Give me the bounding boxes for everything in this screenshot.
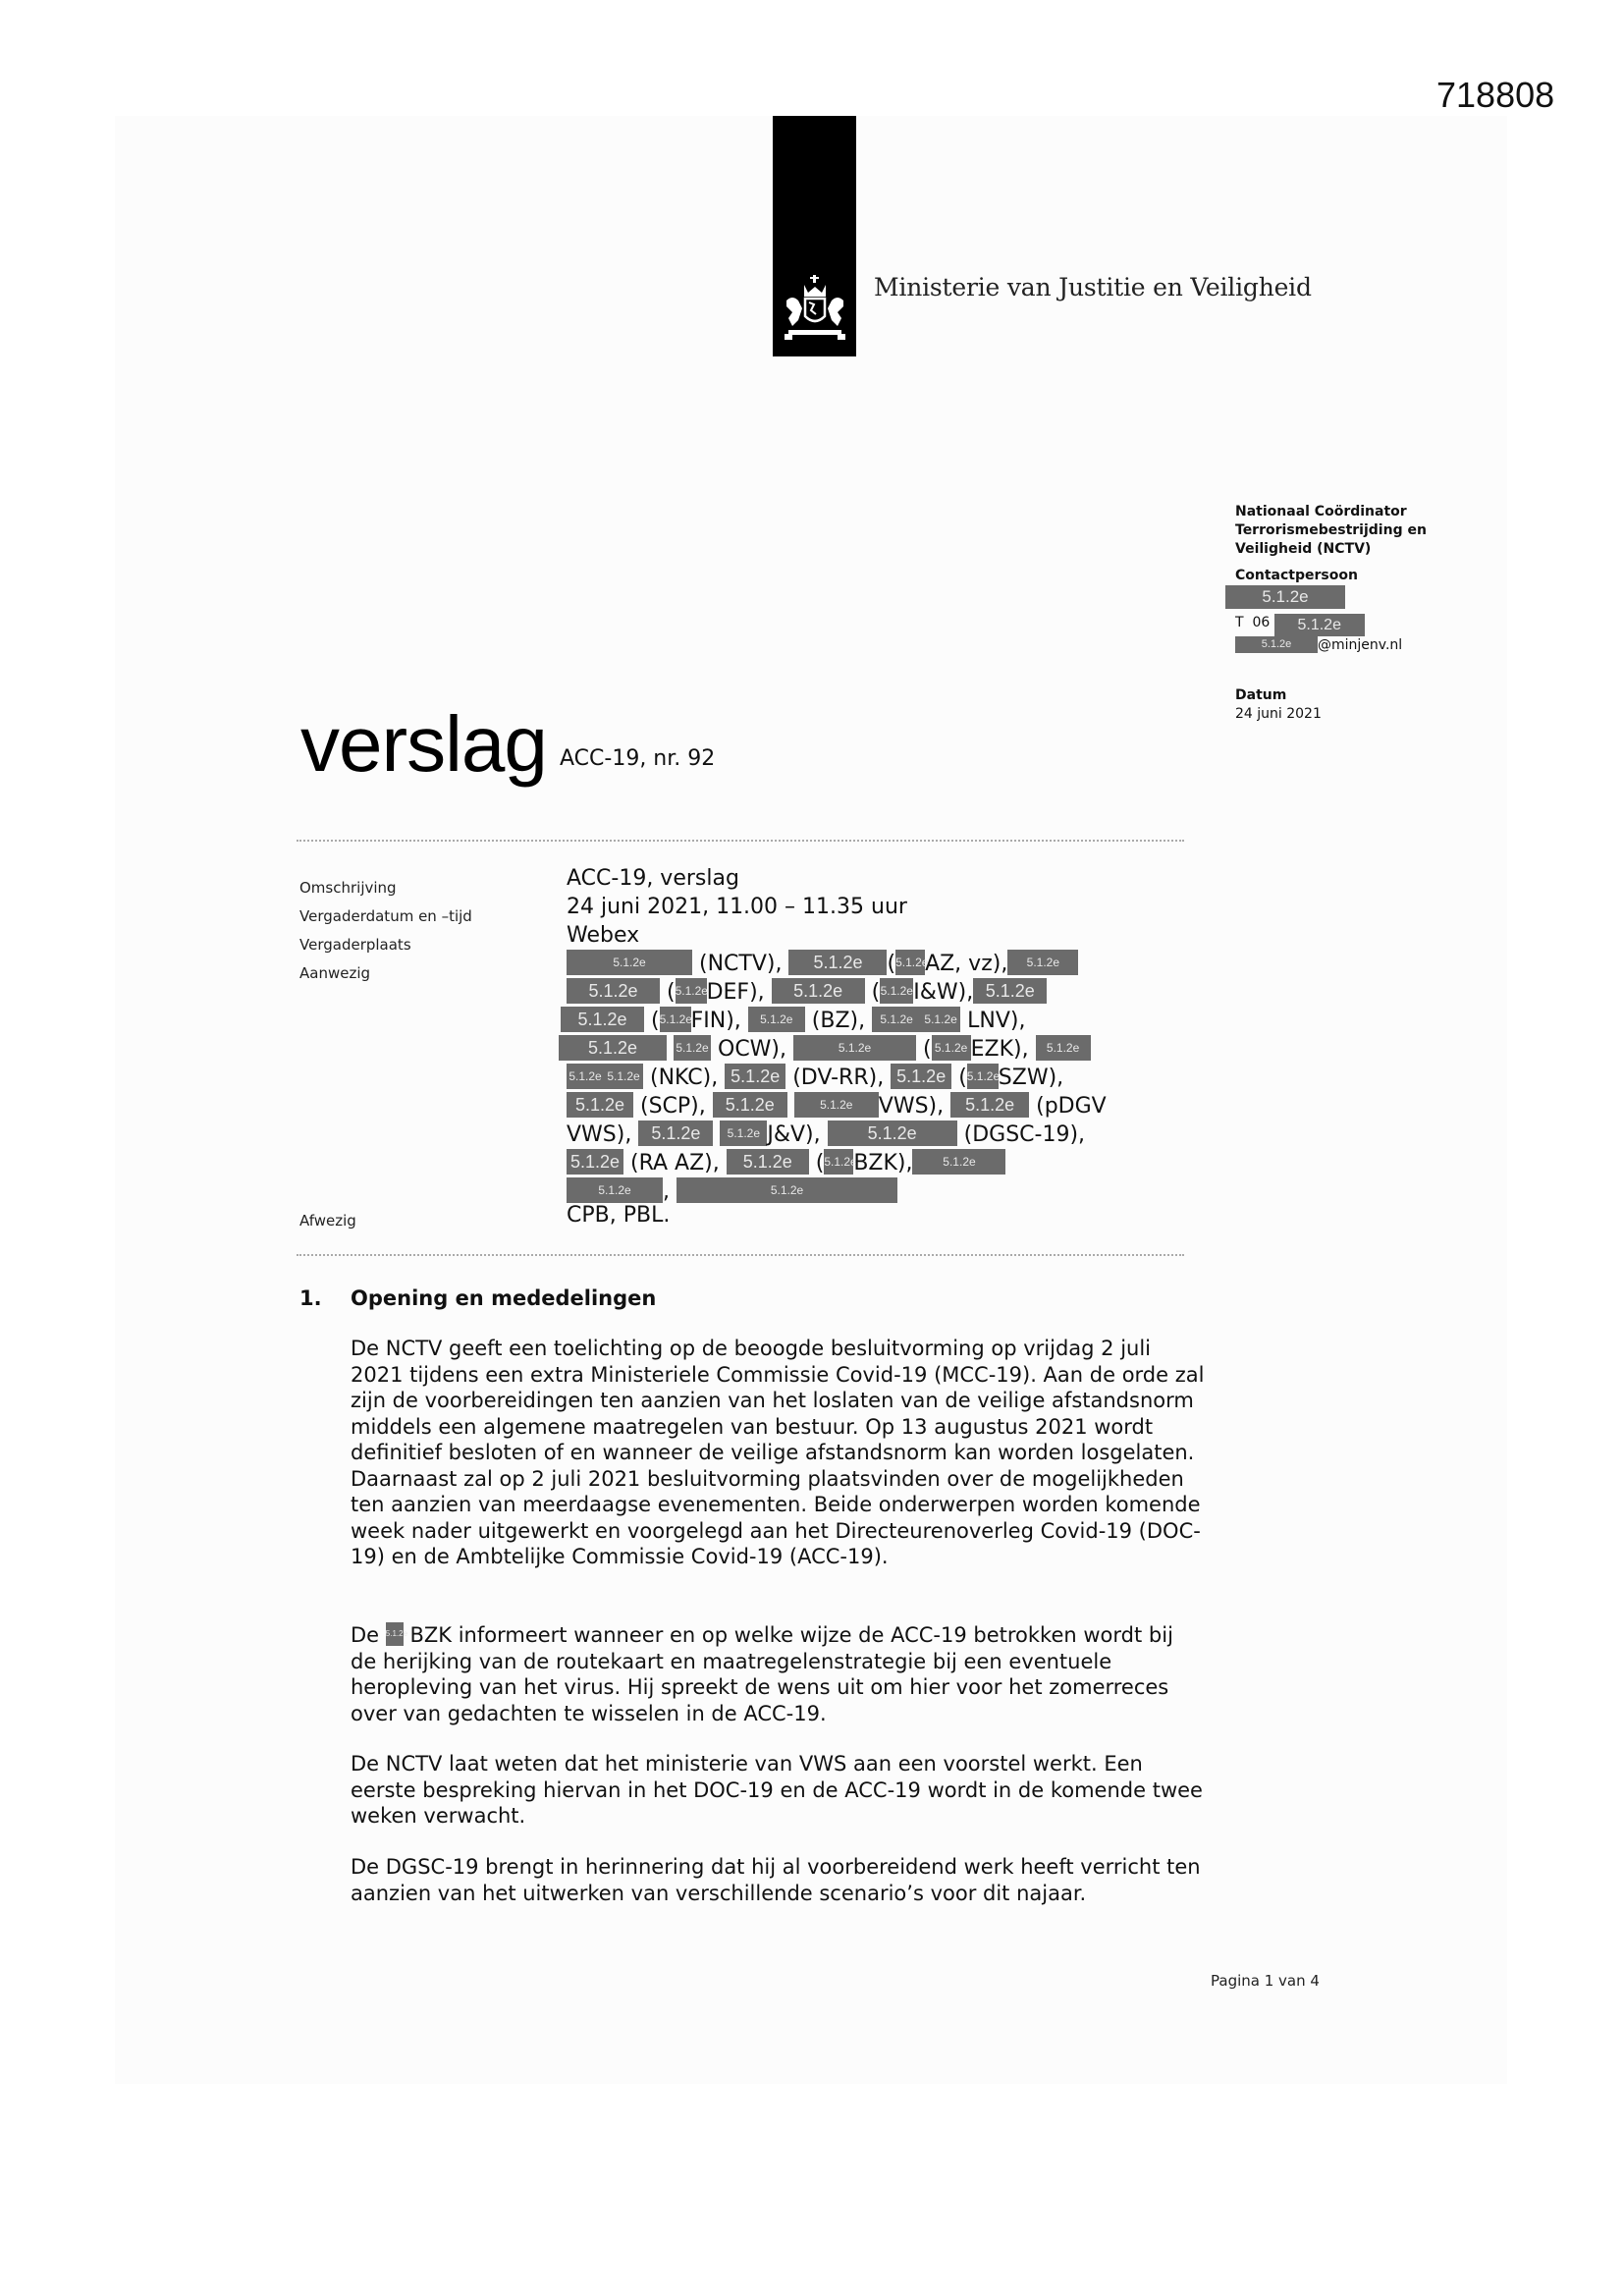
ministry-name: Ministerie van Justitie en Veiligheid bbox=[874, 273, 1312, 301]
paren: ( bbox=[651, 1009, 660, 1033]
attendee-org: EZK), bbox=[970, 1037, 1029, 1062]
attendee-org: J&V), bbox=[767, 1122, 821, 1147]
attendee-org: BZK), bbox=[853, 1151, 913, 1175]
label-datum-tijd: Vergaderdatum en –tijd bbox=[299, 907, 472, 925]
document-title: verslag bbox=[300, 700, 547, 788]
organisation-line: Nationaal Coördinator bbox=[1235, 504, 1407, 519]
redaction-box: 5.1.2e bbox=[772, 978, 865, 1004]
attendee-org: OCW), bbox=[718, 1037, 787, 1062]
paragraph-text: De NCTV laat weten dat het ministerie van VWS aan een voorstel werkt. Een eerste bespreking hiervan in het DOC-19 en de ACC-19 wordt in de komende twee weken verwacht. bbox=[351, 1752, 1203, 1828]
attendee-org: (RA AZ), bbox=[630, 1151, 720, 1175]
redacted-phone: 5.1.2e bbox=[1274, 614, 1365, 636]
date-value: 24 juni 2021 bbox=[1235, 706, 1322, 722]
attendee-org: I&W), bbox=[913, 980, 974, 1005]
attendee-org: VWS), bbox=[567, 1122, 632, 1147]
value-datum-tijd: 24 juni 2021, 11.00 – 11.35 uur bbox=[567, 895, 907, 919]
redaction-box: 5.1.2e bbox=[1007, 950, 1078, 975]
coat-of-arms-icon bbox=[779, 273, 851, 346]
document-number: 718808 bbox=[1436, 75, 1555, 115]
redaction-box: 5.1.2e bbox=[567, 1092, 633, 1118]
meta-labels bbox=[299, 874, 472, 988]
contact-label: Contactpersoon bbox=[1235, 568, 1358, 583]
redaction-box: 5.1.2e bbox=[932, 1035, 971, 1061]
separator-bottom bbox=[297, 1254, 1184, 1256]
redaction-box: 5.1.2e bbox=[660, 1007, 691, 1032]
redaction-box: 5.1.2e bbox=[725, 1064, 785, 1089]
redaction-box: 5.1.2e bbox=[567, 978, 660, 1004]
redaction-box: 5.1.2e bbox=[727, 1149, 809, 1175]
separator-top bbox=[297, 840, 1184, 842]
paragraph-prefix: De bbox=[351, 1623, 380, 1647]
date-label: Datum bbox=[1235, 687, 1287, 703]
redaction-box: 5.1.2e bbox=[561, 1007, 644, 1032]
section-number: 1. bbox=[299, 1286, 322, 1310]
attendee-org: LNV), bbox=[967, 1009, 1026, 1033]
organisation-line: Terrorismebestrijding en bbox=[1235, 522, 1427, 538]
label-plaats: Vergaderplaats bbox=[299, 936, 411, 954]
paren: ( bbox=[667, 980, 676, 1005]
redaction-box: 5.1.2e bbox=[713, 1092, 787, 1118]
value-plaats: Webex bbox=[567, 923, 640, 948]
redaction-box: 5.1.2e bbox=[895, 950, 925, 975]
attendee-org: (SCP), bbox=[640, 1094, 706, 1119]
redaction-box: 5.1.2e bbox=[386, 1622, 404, 1646]
section-heading bbox=[299, 1286, 656, 1310]
label-omschrijving: Omschrijving bbox=[299, 879, 397, 897]
attendee-org: FIN), bbox=[690, 1009, 741, 1033]
redaction-box: 5.1.2e bbox=[921, 1007, 960, 1032]
paren: ( bbox=[815, 1151, 825, 1175]
redaction-box: 5.1.2e bbox=[793, 1035, 916, 1061]
redaction-box: 5.1.2e bbox=[567, 1149, 623, 1175]
redaction-box: 5.1.2e bbox=[973, 978, 1047, 1004]
redaction-box: 5.1.2e bbox=[748, 1007, 805, 1032]
paren: ( bbox=[887, 952, 896, 976]
comma: , bbox=[663, 1179, 670, 1204]
paragraph-text: De NCTV geeft een toelichting op de beoogde besluitvorming op vrijdag 2 juli 2021 tijdens een extra Ministeriele Commissie Covid-19 (MCC-19). Aan de orde zal zijn de voorbereidingen ten aanzien van het loslaten van de veilige afstandsnorm middels een algemene maatregelen van bestuur. Op 13 augustus 2021 wordt definitief besloten of en wanneer de veilige afstandsnorm kan worden losgelaten. Daarnaast zal op 2 juli 2021 besluitvorming plaatsvinden over de mogelijkheden ten aanzien van meerdaagse evenementen. Beide onderwerpen worden komende week nader uitgewerkt en voorgelegd aan het Directeurenoverleg Covid-19 (DOC-19) en de Ambtelijke Commissie Covid-19 (ACC-19). bbox=[351, 1337, 1205, 1568]
redaction-box: 5.1.2e bbox=[891, 1064, 951, 1089]
value-afwezig: CPB, PBL. bbox=[567, 1203, 671, 1228]
redacted-contact-name: 5.1.2e bbox=[1225, 585, 1345, 609]
paragraph-text: De DGSC-19 brengt in herinnering dat hij al voorbereidend werk heeft verricht ten aanzien van het uitwerken van verschillende scenario’s voor dit najaar. bbox=[351, 1855, 1201, 1905]
redaction-box: 5.1.2e bbox=[720, 1121, 767, 1146]
attendee-org: (NCTV), bbox=[699, 952, 783, 976]
attendee-org: (DGSC-19), bbox=[963, 1122, 1086, 1147]
attendee-org: DEF), bbox=[706, 980, 765, 1005]
paragraph bbox=[351, 1854, 1205, 1906]
redaction-box: 5.1.2e bbox=[559, 1035, 667, 1061]
paragraph-text: BZK informeert wanneer en op welke wijze de ACC-19 betrokken wordt bij de herijking van de routekaart en maatregelenstrategie bij een eventuele heropleving van het virus. Hij spreekt de wens uit om hier voor het zomerreces over van gedachten te wisselen in de ACC-19. bbox=[351, 1623, 1173, 1725]
redaction-box: 5.1.2e bbox=[676, 978, 707, 1004]
ministry-logo bbox=[773, 116, 856, 356]
attendee-org: (BZ), bbox=[811, 1009, 866, 1033]
redaction-box: 5.1.2e bbox=[828, 1121, 957, 1146]
page-number: Pagina 1 van 4 bbox=[1211, 1972, 1320, 1990]
redaction-box: 5.1.2e bbox=[794, 1092, 879, 1118]
redaction-box: 5.1.2e bbox=[674, 1035, 711, 1061]
paren: ( bbox=[923, 1037, 932, 1062]
attendee-org: VWS), bbox=[878, 1094, 945, 1119]
redaction-box: 5.1.2e bbox=[912, 1149, 1005, 1175]
paren: ( bbox=[958, 1066, 967, 1090]
organisation-line: Veiligheid (NCTV) bbox=[1235, 541, 1372, 557]
paragraph bbox=[351, 1336, 1205, 1570]
paren: ( bbox=[871, 980, 881, 1005]
phone-prefix: T 06 bbox=[1235, 615, 1271, 630]
redaction-box: 5.1.2e bbox=[677, 1177, 897, 1203]
paragraph bbox=[351, 1751, 1205, 1830]
redaction-box: 5.1.2e bbox=[567, 1064, 604, 1089]
meta-values bbox=[567, 864, 1195, 1206]
document-subtitle: ACC-19, nr. 92 bbox=[560, 746, 716, 771]
email-suffix: @minjenv.nl bbox=[1318, 637, 1403, 653]
label-aanwezig: Aanwezig bbox=[299, 964, 371, 982]
redaction-box: 5.1.2e bbox=[880, 978, 913, 1004]
redaction-box: 5.1.2e bbox=[638, 1121, 713, 1146]
redaction-box: 5.1.2e bbox=[824, 1149, 853, 1175]
attendee-org: SZW), bbox=[998, 1066, 1064, 1090]
redaction-box: 5.1.2e bbox=[1036, 1035, 1091, 1061]
attendee-org: (NKC), bbox=[650, 1066, 719, 1090]
sidebar-contact bbox=[1235, 503, 1490, 724]
value-omschrijving: ACC-19, verslag bbox=[567, 866, 739, 891]
redaction-box: 5.1.2e bbox=[967, 1064, 999, 1089]
label-afwezig: Afwezig bbox=[299, 1212, 356, 1230]
attendee-org: (DV-RR), bbox=[792, 1066, 885, 1090]
attendee-list bbox=[567, 950, 1195, 1206]
redaction-box: 5.1.2e bbox=[604, 1064, 643, 1089]
redaction-box: 5.1.2e bbox=[788, 950, 887, 975]
redacted-email: 5.1.2e bbox=[1235, 636, 1318, 653]
paragraph bbox=[351, 1622, 1205, 1726]
attendee-org: AZ, vz), bbox=[925, 952, 1008, 976]
redaction-box: 5.1.2e bbox=[567, 1177, 663, 1203]
attendee-org: (pDGV bbox=[1036, 1094, 1107, 1119]
redaction-box: 5.1.2e bbox=[872, 1007, 921, 1032]
section-title: Opening en mededelingen bbox=[351, 1286, 657, 1310]
redaction-box: 5.1.2e bbox=[950, 1092, 1029, 1118]
redaction-box: 5.1.2e bbox=[567, 950, 692, 975]
